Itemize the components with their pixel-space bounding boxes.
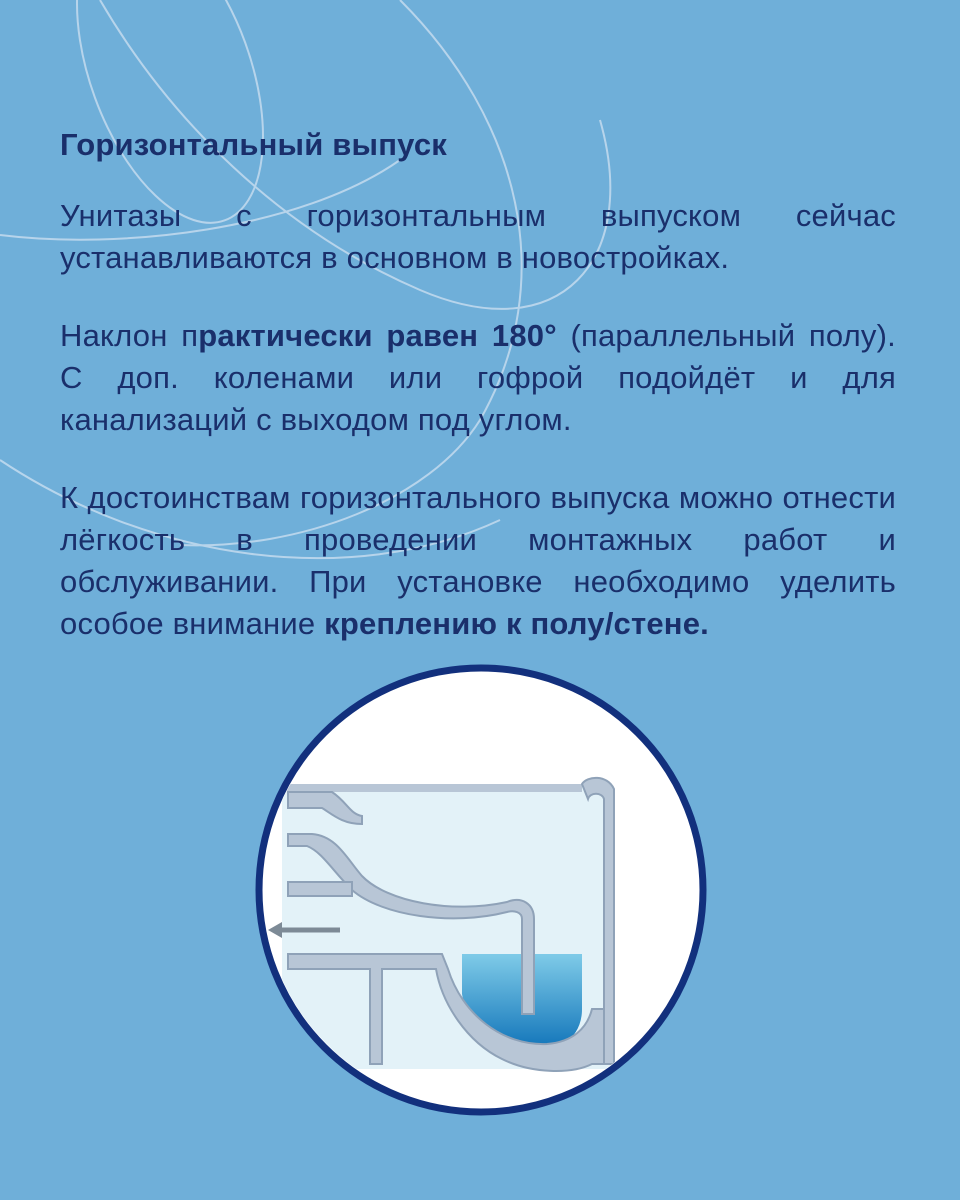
toilet-diagram-illustration	[252, 664, 710, 1120]
paragraph-slope	[60, 315, 896, 441]
article-title: Горизонтальный выпуск	[60, 127, 447, 162]
paragraph-slope-start: Наклон п	[60, 318, 199, 353]
paragraph-new-buildings: Унитазы с горизонтальным выпуском сейчас устанавливаются в основном в новостройках.	[60, 198, 896, 275]
paragraph-slope-end: (параллельный полу). С доп. коленами или гофрой подойдёт и для канализаций с выходом под углом.	[60, 318, 896, 437]
slope-emphasis: рактически равен 180°	[198, 318, 557, 353]
mounting-emphasis: креплению к полу/стене.	[324, 606, 709, 641]
toilet-cross-section-icon	[282, 778, 614, 1071]
article	[60, 125, 896, 645]
paragraph-advantages-text: К достоинствам горизонтального выпуска можно отнести лёгкость в проведении монтажных работ и обслуживании. При установке необходимо уделить особое внимание	[60, 480, 896, 641]
paragraph-advantages	[60, 477, 896, 645]
